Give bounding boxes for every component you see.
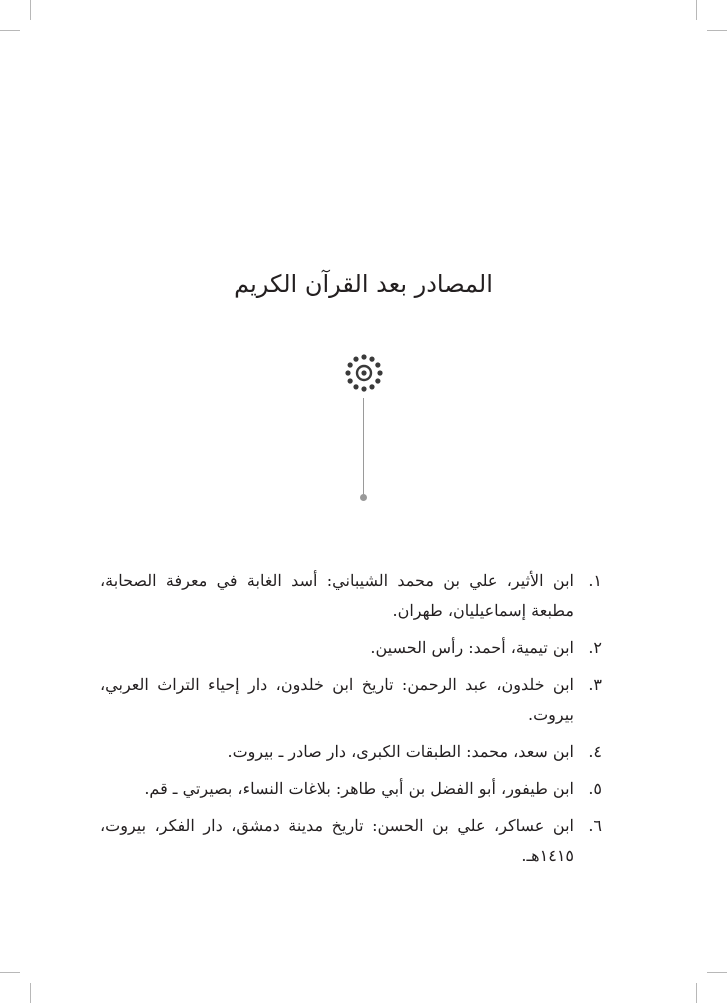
reference-text: ابن الأثير، علي بن محمد الشيباني: أسد الغابة في معرفة الصحابة، مطبعة إسماعيليان، طهران. bbox=[100, 571, 574, 620]
crop-mark bbox=[30, 983, 31, 1003]
page-title: المصادر بعد القرآن الكريم bbox=[234, 270, 493, 298]
ornament-petal bbox=[348, 362, 353, 367]
reference-number: ٤. bbox=[588, 742, 602, 761]
ornament-stem-dot bbox=[360, 494, 367, 501]
crop-mark bbox=[696, 0, 697, 20]
crop-mark bbox=[0, 972, 20, 973]
ornament-stem bbox=[363, 398, 364, 494]
ornament-petal bbox=[353, 357, 358, 362]
references-list bbox=[100, 566, 602, 878]
reference-text: ابن تيمية، أحمد: رأس الحسين. bbox=[370, 638, 574, 657]
crop-mark bbox=[696, 983, 697, 1003]
reference-item bbox=[100, 670, 602, 730]
ornament-petal bbox=[369, 384, 374, 389]
reference-item bbox=[100, 633, 602, 663]
ornament-petal bbox=[375, 362, 380, 367]
crop-mark bbox=[0, 30, 20, 31]
ornament-petal bbox=[361, 354, 366, 359]
reference-text: ابن عساكر، علي بن الحسن: تاريخ مدينة دمشق، دار الفكر، بيروت، ١٤١٥هـ. bbox=[100, 816, 574, 865]
crop-mark bbox=[30, 0, 31, 20]
reference-item bbox=[100, 737, 602, 767]
reference-number: ٣. bbox=[588, 675, 602, 694]
reference-item bbox=[100, 774, 602, 804]
reference-number: ١. bbox=[588, 571, 602, 590]
ornament-petal bbox=[345, 370, 350, 375]
ornament-petal bbox=[348, 378, 353, 383]
reference-text: ابن خلدون، عبد الرحمن: تاريخ ابن خلدون، دار إحياء التراث العربي، بيروت. bbox=[100, 675, 574, 724]
reference-number: ٦. bbox=[588, 816, 602, 835]
ornament-petal bbox=[375, 378, 380, 383]
ornament-petal bbox=[377, 370, 382, 375]
crop-mark bbox=[707, 30, 727, 31]
reference-text: ابن سعد، محمد: الطبقات الكبرى، دار صادر ـ بيروت. bbox=[227, 742, 574, 761]
reference-item bbox=[100, 566, 602, 626]
flower-sun-icon bbox=[339, 348, 389, 398]
reference-item bbox=[100, 811, 602, 871]
reference-number: ٥. bbox=[588, 779, 602, 798]
crop-mark bbox=[707, 972, 727, 973]
ornament-petal bbox=[353, 384, 358, 389]
ornament-petal bbox=[369, 357, 374, 362]
reference-text: ابن طيفور، أبو الفضل بن أبي طاهر: بلاغات النساء، بصيرتي ـ قم. bbox=[144, 779, 574, 798]
ornament-petal bbox=[361, 386, 366, 391]
reference-number: ٢. bbox=[588, 638, 602, 657]
